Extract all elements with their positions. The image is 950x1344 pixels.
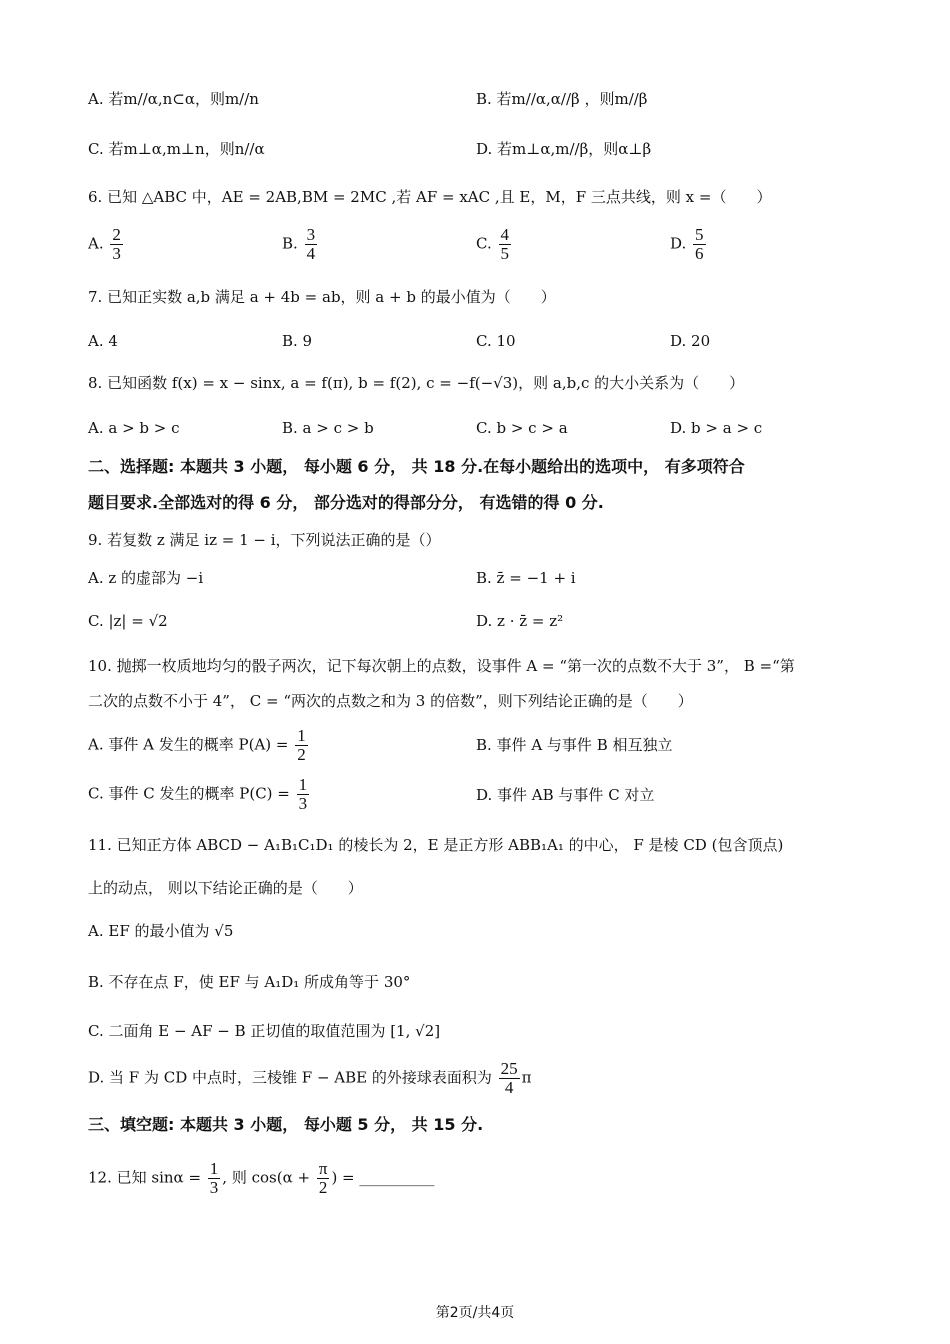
q10-option-d: D. 事件 AB 与事件 C 对立 [476, 786, 655, 804]
q11-option-b: B. 不存在点 F，使 EF 与 A₁D₁ 所成角等于 30° [88, 973, 411, 991]
q12-stem: 12. 已知 sinα = $\frac{1}{3}$ , 则 cos(α + $\frac{\pi}{2}$ ) = __________ [88, 1159, 435, 1197]
q11-stem-line1: 11. 已知正方体 ABCD − A₁B₁C₁D₁ 的棱长为 2，E 是正方形 ABB₁A₁ 的中心， F 是棱 CD (包含顶点) [88, 836, 784, 854]
q7-option-b: B. 9 [282, 332, 313, 350]
q6-option-b: B. $\frac{3}{4}$ [282, 225, 316, 263]
q11-option-c: C. 二面角 E − AF − B 正切值的取值范围为 [1, √2] [88, 1022, 441, 1040]
q5-option-b: B. 若m//α,α//β ，则m//β [476, 90, 648, 108]
q8-option-d: D. b > a > c [670, 419, 763, 437]
page-number: 第2页/共4页 [435, 1305, 515, 1321]
q10-option-b: B. 事件 A 与事件 B 相互独立 [476, 736, 673, 754]
q7-stem: 7. 已知正实数 a,b 满足 a + 4b = ab，则 a + b 的最小值为（ ） [88, 288, 556, 306]
q5-option-d: D. 若m⊥α,m//β，则α⊥β [476, 140, 652, 158]
q8-option-a: A. a > b > c [88, 419, 180, 437]
section-3-heading: 三、填空题: 本题共 3 小题， 每小题 5 分， 共 15 分. [88, 1115, 484, 1134]
q11-stem-line2: 上的动点， 则以下结论正确的是（ ） [88, 879, 363, 897]
section-2-heading-line1: 二、选择题: 本题共 3 小题， 每小题 6 分， 共 18 分.在每小题给出的选项中， 有多项符合 [88, 457, 745, 476]
q10-stem-line1: 10. 抛掷一枚质地均匀的骰子两次，记下每次朝上的点数，设事件 A = “第一次的点数不大于 3”， B =“第 [88, 657, 795, 675]
q9-option-d: D. z · z̄ = z² [476, 612, 564, 630]
q7-option-d: D. 20 [670, 332, 711, 350]
q7-option-a: A. 4 [88, 332, 118, 350]
q8-stem: 8. 已知函数 f(x) = x − sinx, a = f(π), b = f(2), c = −f(−√3)，则 a,b,c 的大小关系为（ ） [88, 374, 745, 392]
q9-stem: 9. 若复数 z 满足 iz = 1 − i，下列说法正确的是（） [88, 531, 441, 549]
q11-option-a: A. EF 的最小值为 √5 [88, 922, 234, 940]
q11-option-d: D. 当 F 为 CD 中点时，三棱锥 F − ABE 的外接球表面积为 $\frac{25}{4}$ π [88, 1059, 532, 1097]
q5-option-a: A. 若m//α,n⊂α，则m//n [88, 90, 259, 108]
q6-option-d: D. $\frac{5}{6}$ [670, 225, 704, 263]
q9-option-b: B. z̄ = −1 + i [476, 569, 576, 587]
q10-option-c: C. 事件 C 发生的概率 P(C) = $\frac{1}{3}$ [88, 775, 308, 813]
q6-stem: 6. 已知 △ABC 中，AE = 2AB,BM = 2MC ,若 AF = xAC ,且 E，M，F 三点共线，则 x =（ ） [88, 188, 772, 206]
q6-option-a: A. $\frac{2}{3}$ [88, 225, 121, 263]
q8-option-c: C. b > c > a [476, 419, 568, 437]
q9-option-c: C. |z| = √2 [88, 612, 168, 630]
q7-option-c: C. 10 [476, 332, 516, 350]
section-2-heading-line2: 题目要求.全部选对的得 6 分， 部分选对的得部分分， 有选错的得 0 分. [88, 493, 604, 512]
q6-option-c: C. $\frac{4}{5}$ [476, 225, 509, 263]
q10-option-a: A. 事件 A 发生的概率 P(A) = $\frac{1}{2}$ [88, 726, 306, 764]
q5-option-c: C. 若m⊥α,m⊥n，则n//α [88, 140, 265, 158]
q9-option-a: A. z 的虚部为 −i [88, 569, 204, 587]
q8-option-b: B. a > c > b [282, 419, 374, 437]
q10-stem-line2: 二次的点数不小于 4”， C = “两次的点数之和为 3 的倍数”，则下列结论正确的是（ ） [88, 692, 693, 710]
